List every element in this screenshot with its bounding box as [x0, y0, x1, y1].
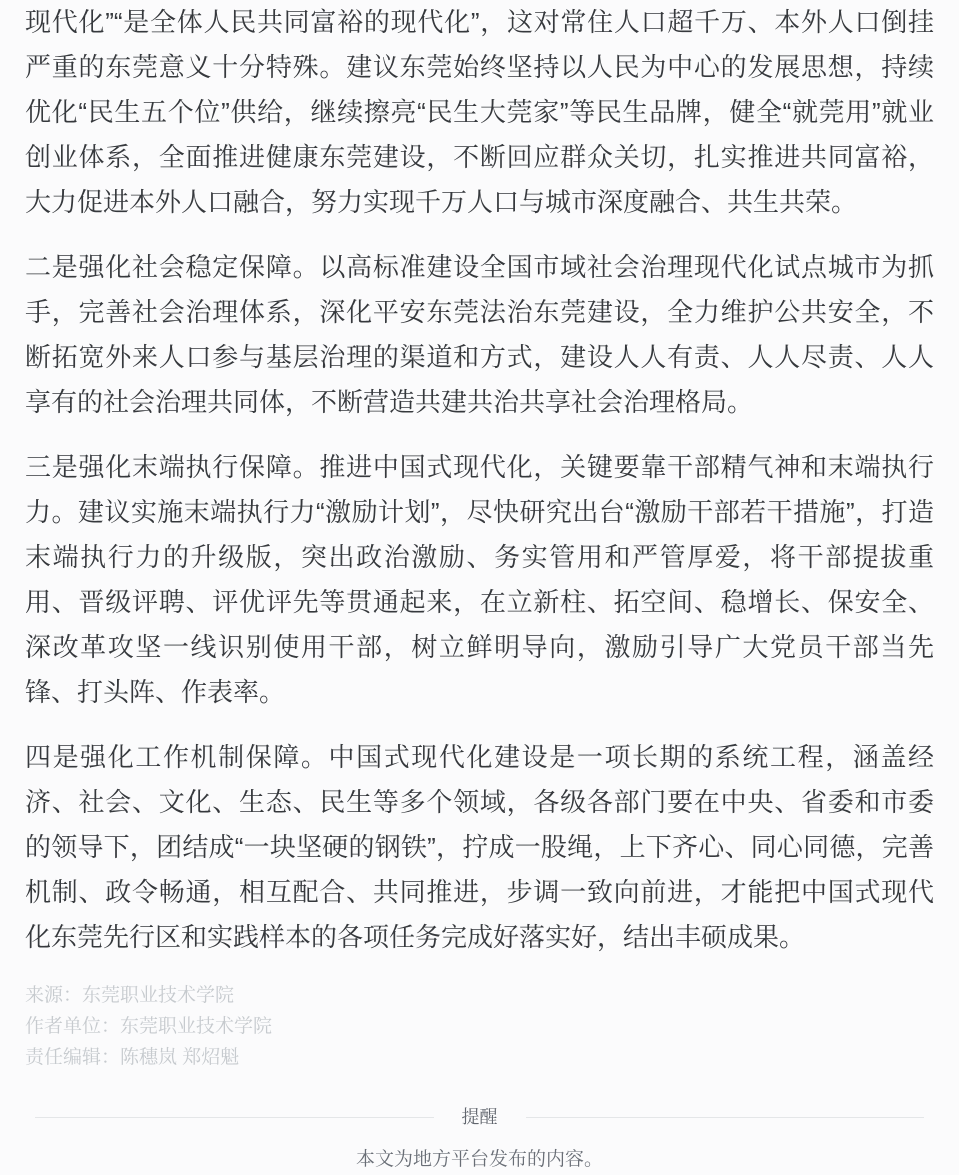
meta-source: 来源：东莞职业技术学院	[25, 985, 235, 1006]
meta-editor: 责任编辑：陈穗岚 郑炤魁	[25, 1047, 240, 1068]
article-meta	[25, 980, 934, 1073]
reminder-section	[25, 1105, 934, 1175]
reminder-divider	[25, 1105, 934, 1130]
article-paragraph-3: 三是强化末端执行保障。推进中国式现代化，关键要靠干部精气神和末端执行力。建议实施末端执行力“激励计划”，尽快研究出台“激励干部若干措施”，打造末端执行力的升级版，突出政治激励、务实管用和严管厚爱，将干部提拔重用、晋级评聘、评优评先等贯通起来，在立新柱、拓空间、稳增长、保安全、深改革攻坚一线识别使用干部，树立鲜明导向，激励引导广大党员干部当先锋、打头阵、作表率。	[25, 452, 934, 707]
divider-line-left	[35, 1117, 434, 1118]
article-paragraph-2: 二是强化社会稳定保障。以高标准建设全国市域社会治理现代化试点城市为抓手，完善社会治理体系，深化平安东莞法治东莞建设，全力维护公共安全，不断拓宽外来人口参与基层治理的渠道和方式，建设人人有责、人人尽责、人人享有的社会治理共同体，不断营造共建共治共享社会治理格局。	[25, 252, 934, 417]
reminder-note: 本文为地方平台发布的内容。	[355, 1149, 603, 1170]
divider-line-right	[526, 1117, 925, 1118]
article-paragraph-4: 四是强化工作机制保障。中国式现代化建设是一项长期的系统工程，涵盖经济、社会、文化、生态、民生等多个领域，各级各部门要在中央、省委和市委的领导下，团结成“一块坚硬的钢铁”，拧成一股绳，上下齐心、同心同德，完善机制、政令畅通，相互配合、共同推进，步调一致向前进，才能把中国式现代化东莞先行区和实践样本的各项任务完成好落实好，结出丰硕成果。	[25, 742, 934, 952]
meta-author-unit: 作者单位：东莞职业技术学院	[25, 1016, 273, 1037]
article-paragraph-1: 现代化”“是全体人民共同富裕的现代化”，这对常住人口超千万、本外人口倒挂严重的东莞意义十分特殊。建议东莞始终坚持以人民为中心的发展思想，持续优化“民生五个位”供给，继续擦亮“民生大莞家”等民生品牌，健全“就莞用”就业创业体系，全面推进健康东莞建设，不断回应群众关切，扎实推进共同富裕，大力促进本外人口融合，努力实现千万人口与城市深度融合、共生共荣。	[25, 7, 934, 217]
reminder-title: 提醒	[461, 1107, 498, 1127]
